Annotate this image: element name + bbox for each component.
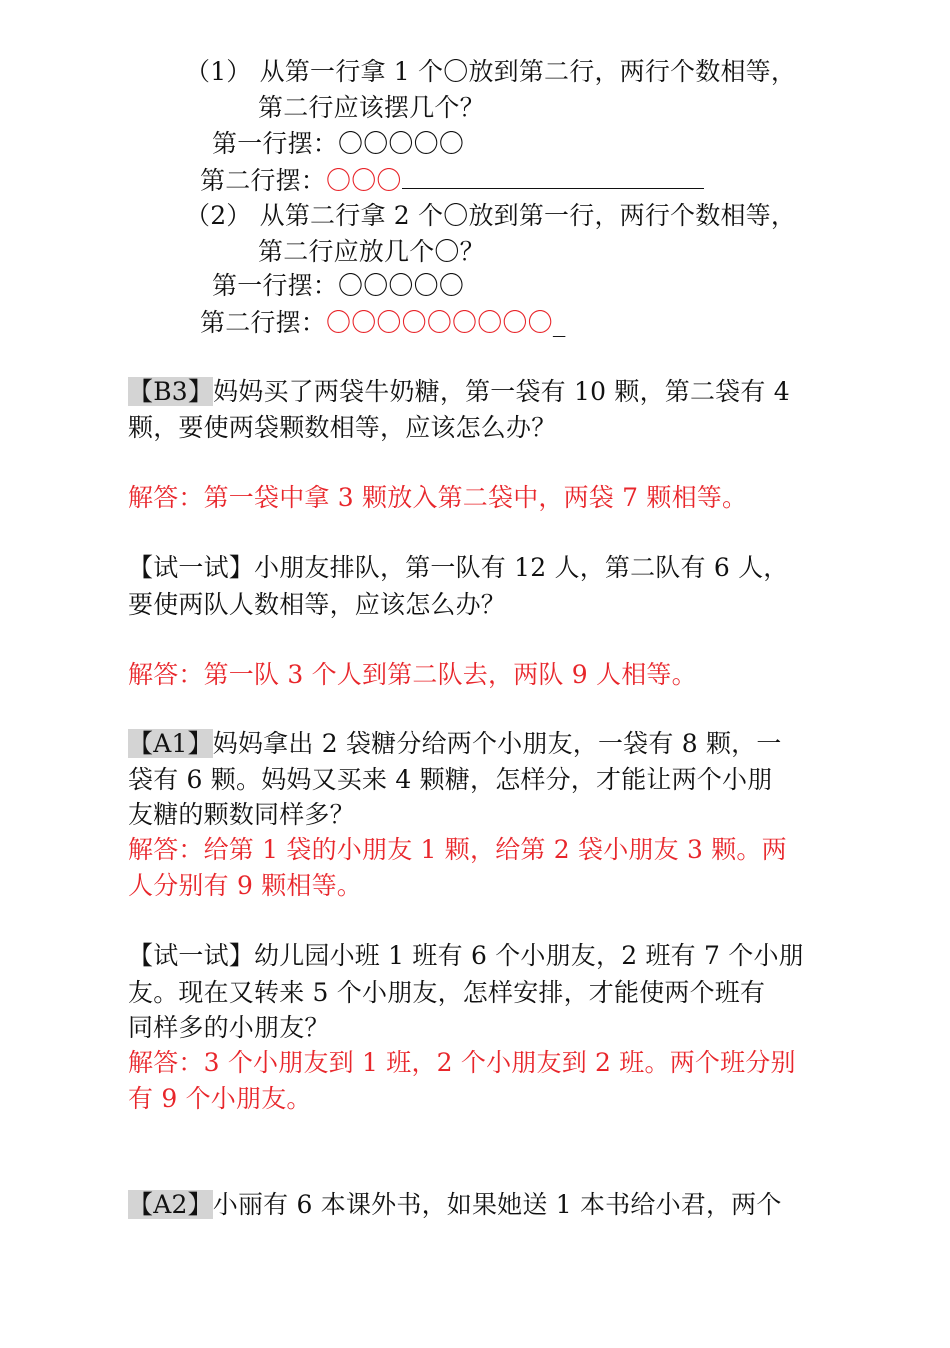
q2-row2-label: 第二行摆： [200,308,327,337]
a2-line1 [128,1187,782,1223]
q1-row1-circles: 〇〇〇〇〇 [338,129,465,158]
a1-line1-text: 妈妈拿出 2 袋糖分给两个小朋友，一袋有 8 颗，一 [212,729,782,758]
q2-row2-answer: 〇〇〇〇〇〇〇〇〇 [326,308,553,337]
q2-row1 [212,268,464,304]
try2-answer-line2: 有 9 个小朋友。 [128,1084,312,1113]
q1-row2-label: 第二行摆： [200,166,327,195]
q1-prompt-line2: 第二行应该摆几个？ [258,93,485,122]
a1-answer-line2: 人分别有 9 颗相等。 [128,871,363,900]
q1-row2-answer: 〇〇〇 [326,166,402,195]
q1-answer-underline [402,162,704,189]
q1-row1-label: 第一行摆： [212,129,339,158]
try1-line2: 要使两队人数相等，应该怎么办？ [128,590,507,619]
q2-row2-tail: _ [552,308,566,337]
q1-prompt-line1: （1） 从第一行拿 1 个〇放到第二行，两行个数相等， [185,57,797,86]
try2-answer-line1: 解答：3 个小朋友到 1 班，2 个小朋友到 2 班。两个班分别 [128,1048,796,1077]
try1-line1: 【试一试】小朋友排队，第一队有 12 人，第二队有 6 人， [128,553,789,582]
a2-tag: 【A2】 [128,1190,213,1219]
a1-line1 [128,726,782,762]
q1-row1 [212,126,464,162]
q2-prompt-line2: 第二行应放几个〇？ [258,237,485,266]
try2-line2: 友。现在又转来 5 个小朋友，怎样安排，才能使两个班有 [128,978,766,1007]
q1-row2 [200,162,704,199]
a1-tag: 【A1】 [128,729,213,758]
a1-line2: 袋有 6 颗。妈妈又买来 4 颗糖，怎样分，才能让两个小朋 [128,765,773,794]
try2-line3: 同样多的小朋友？ [128,1013,330,1042]
try1-answer: 解答：第一队 3 个人到第二队去，两队 9 人相等。 [128,660,697,689]
b3-line1-text: 妈妈买了两袋牛奶糖，第一袋有 10 颗，第二袋有 4 [213,377,790,406]
b3-line1 [128,374,790,410]
a2-line1-text: 小丽有 6 本课外书，如果她送 1 本书给小君，两个 [212,1190,782,1219]
q2-row1-circles: 〇〇〇〇〇 [338,271,465,300]
a1-answer-line1: 解答：给第 1 袋的小朋友 1 颗，给第 2 袋小朋友 3 颗。两 [128,835,787,864]
q2-prompt-line1: （2） 从第二行拿 2 个〇放到第一行，两行个数相等， [185,201,797,230]
try2-line1: 【试一试】幼儿园小班 1 班有 6 个小朋友，2 班有 7 个小朋 [128,941,804,970]
q2-row2 [200,305,566,341]
b3-answer: 解答：第一袋中拿 3 颗放入第二袋中，两袋 7 颗相等。 [128,483,748,512]
q2-row1-label: 第一行摆： [212,271,339,300]
a1-line3: 友糖的颗数同样多？ [128,800,355,829]
b3-tag: 【B3】 [128,377,214,406]
b3-line2: 颗，要使两袋颗数相等，应该怎么办？ [128,413,557,442]
